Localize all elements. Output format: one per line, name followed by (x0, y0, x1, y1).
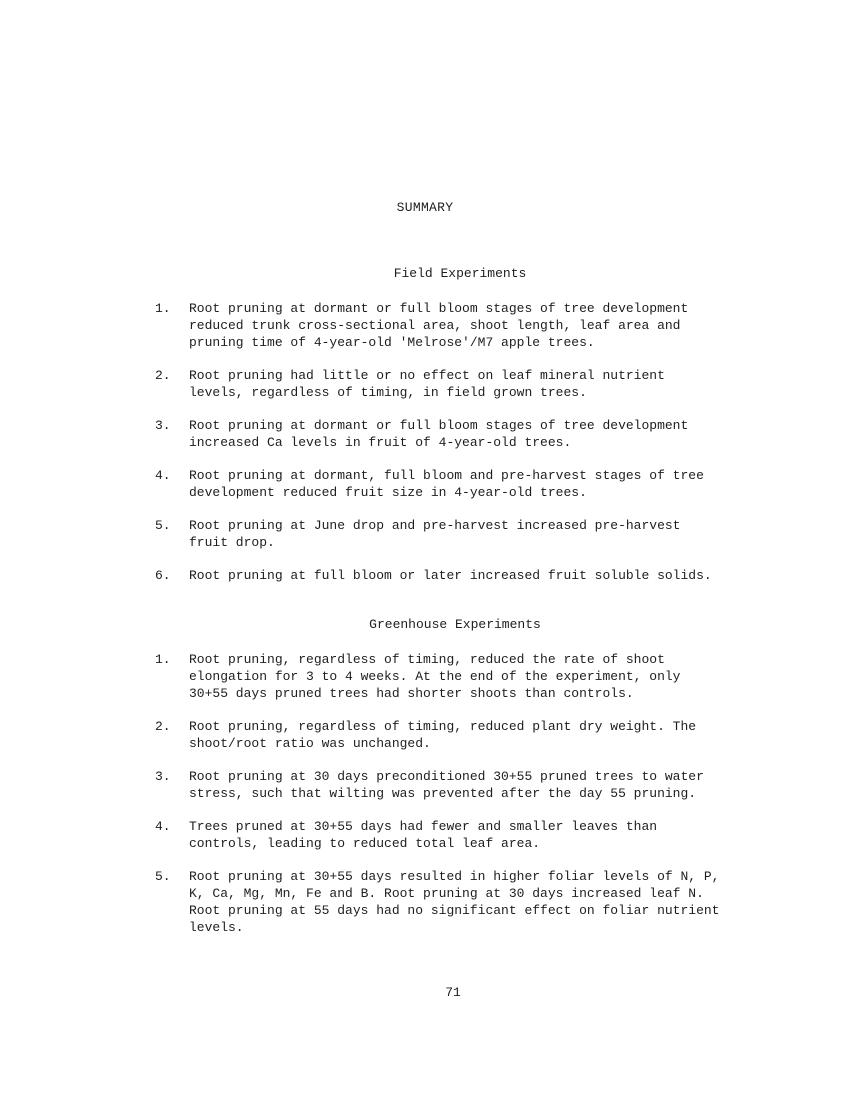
item-number: 3. (155, 769, 171, 784)
item-text: Root pruning, regardless of timing, reduced plant dry weight. The shoot/root ratio was unchanged. (189, 719, 697, 751)
item-text: Root pruning at June drop and pre-harvest increased pre-harvest fruit drop. (189, 518, 681, 550)
item-text: Root pruning at 30+55 days resulted in higher foliar levels of N, P, K, Ca, Mg, Mn, Fe and B. Root pruning at 30 days increased leaf N. Root pruning at 55 days had no significant effect on foliar nutrient levels. (189, 869, 720, 935)
item-number: 5. (155, 869, 171, 884)
item-number: 5. (155, 518, 171, 533)
field-experiments-list (155, 300, 775, 584)
section-heading-field: Field Experiments (393, 266, 527, 281)
item-number: 3. (155, 418, 171, 433)
page-title: SUMMARY (396, 200, 454, 215)
item-text: Root pruning at dormant or full bloom stages of tree development increased Ca levels in fruit of 4-year-old trees. (189, 418, 689, 450)
item-number: 6. (155, 568, 171, 583)
item-number: 2. (155, 719, 171, 734)
item-number: 4. (155, 468, 171, 483)
list-item (155, 467, 775, 501)
section-heading-greenhouse: Greenhouse Experiments (369, 617, 541, 632)
item-text: Trees pruned at 30+55 days had fewer and smaller leaves than controls, leading to reduced total leaf area. (189, 819, 658, 851)
list-item (155, 300, 775, 351)
item-text: Root pruning had little or no effect on leaf mineral nutrient levels, regardless of timing, in field grown trees. (189, 368, 665, 400)
list-item (155, 517, 775, 551)
list-item (155, 868, 775, 936)
item-text: Root pruning at dormant, full bloom and pre-harvest stages of tree development reduced fruit size in 4-year-old trees. (189, 468, 704, 500)
list-item (155, 367, 775, 401)
item-number: 4. (155, 819, 171, 834)
item-text: Root pruning at full bloom or later increased fruit soluble solids. (189, 568, 712, 583)
list-item (155, 651, 775, 702)
item-number: 1. (155, 301, 171, 316)
item-text: Root pruning, regardless of timing, reduced the rate of shoot elongation for 3 to 4 weeks. At the end of the experiment, only 30+55 days pruned trees had shorter shoots than controls. (189, 652, 681, 701)
list-item (155, 567, 775, 584)
list-item (155, 818, 775, 852)
list-item (155, 718, 775, 752)
item-text: Root pruning at dormant or full bloom stages of tree development reduced trunk cross-sectional area, shoot length, leaf area and pruning time of 4-year-old 'Melrose'/M7 apple trees. (189, 301, 689, 350)
greenhouse-experiments-list (155, 651, 775, 936)
item-number: 1. (155, 652, 171, 667)
item-number: 2. (155, 368, 171, 383)
page-number: 71 (445, 985, 461, 1000)
list-item (155, 768, 775, 802)
list-item (155, 417, 775, 451)
item-text: Root pruning at 30 days preconditioned 30+55 pruned trees to water stress, such that wilting was prevented after the day 55 pruning. (189, 769, 704, 801)
